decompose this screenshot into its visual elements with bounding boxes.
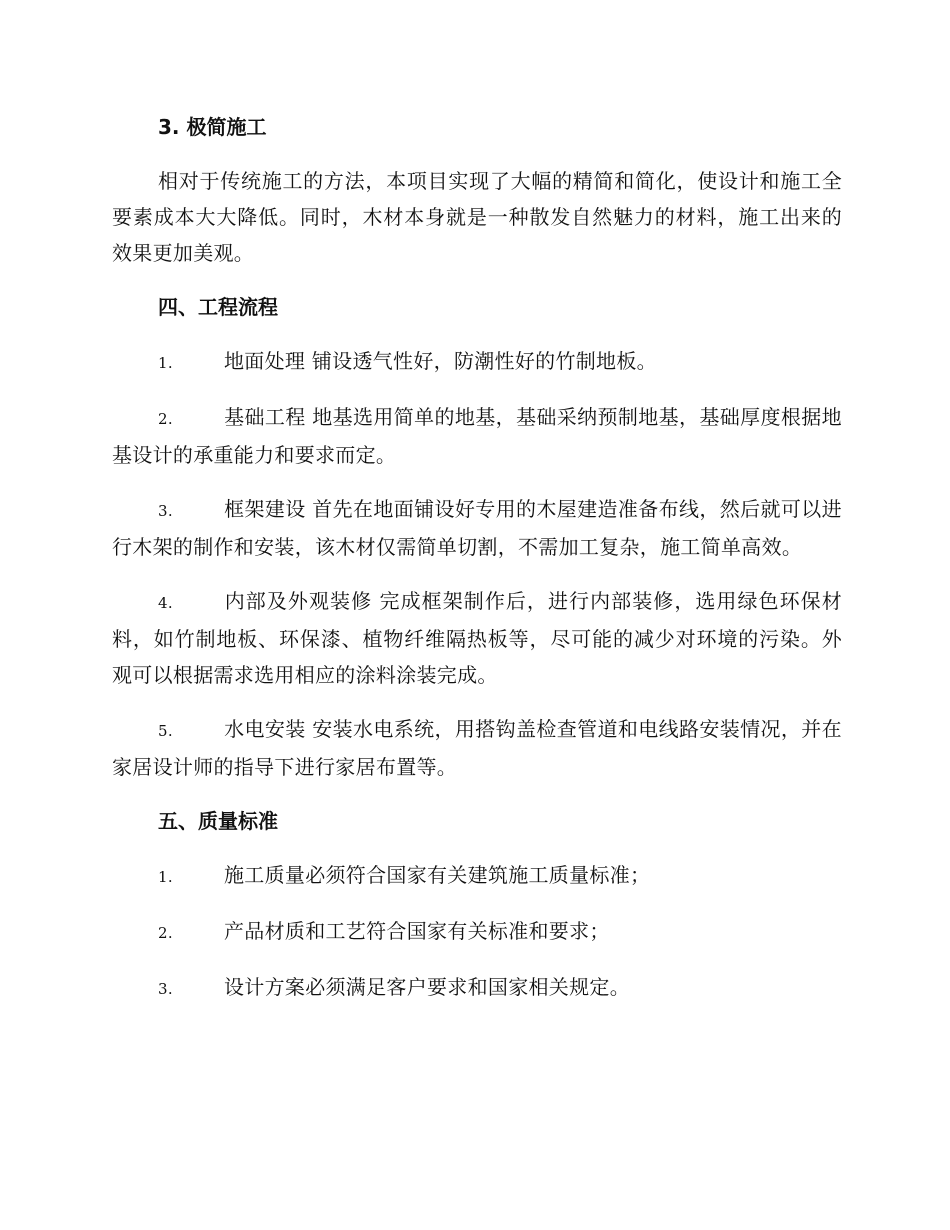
list-item-text: 产品材质和工艺符合国家有关标准和要求； — [224, 919, 610, 943]
list-item — [112, 857, 842, 895]
list-item-text: 水电安装 安装水电系统，用搭钩盖检查管道和电线路安装情况，并在家居设计师的指导下进行家居布置等。 — [112, 717, 842, 779]
section-heading-process: 四、工程流程 — [158, 295, 278, 319]
list-item — [112, 583, 842, 693]
list-item-text: 框架建设 首先在地面铺设好专用的木屋建造准备布线，然后就可以进行木架的制作和安装，该木材仅需简单切割，不需加工复杂，施工简单高效。 — [112, 497, 842, 559]
section-heading-minimal-construction: 3. 极简施工 — [158, 115, 267, 139]
list-item-number: 4. — [158, 594, 173, 612]
list-item-text: 设计方案必须满足客户要求和国家相关规定。 — [224, 975, 630, 999]
list-item — [112, 711, 842, 785]
list-item-number: 2. — [158, 924, 173, 942]
list-item-text: 地面处理 铺设透气性好，防潮性好的竹制地板。 — [224, 349, 657, 373]
list-item-text: 内部及外观装修 完成框架制作后，进行内部装修，选用绿色环保材料，如竹制地板、环保漆、植物纤维隔热板等，尽可能的减少对环境的污染。外观可以根据需求选用相应的涂料涂装完成。 — [112, 589, 842, 687]
list-item — [112, 343, 842, 381]
document-page — [112, 109, 842, 1025]
list-item — [112, 491, 842, 565]
list-item — [112, 399, 842, 473]
list-item-text: 施工质量必须符合国家有关建筑施工质量标准； — [224, 863, 651, 887]
list-item-text: 基础工程 地基选用简单的地基，基础采纳预制地基，基础厚度根据地基设计的承重能力和要求而定。 — [112, 405, 842, 467]
list-item — [112, 913, 842, 951]
section-heading-quality: 五、质量标准 — [158, 809, 278, 833]
list-item-number: 2. — [158, 410, 173, 428]
list-item-number: 5. — [158, 722, 173, 740]
list-item-number: 1. — [158, 354, 173, 372]
list-item-number: 3. — [158, 502, 173, 520]
paragraph-minimal-construction: 相对于传统施工的方法，本项目实现了大幅的精简和简化，使设计和施工全要素成本大大降低。同时，木材本身就是一种散发自然魅力的材料，施工出来的效果更加美观。 — [112, 169, 842, 265]
list-item-number: 1. — [158, 868, 173, 886]
list-item-number: 3. — [158, 980, 173, 998]
list-item — [112, 969, 842, 1007]
